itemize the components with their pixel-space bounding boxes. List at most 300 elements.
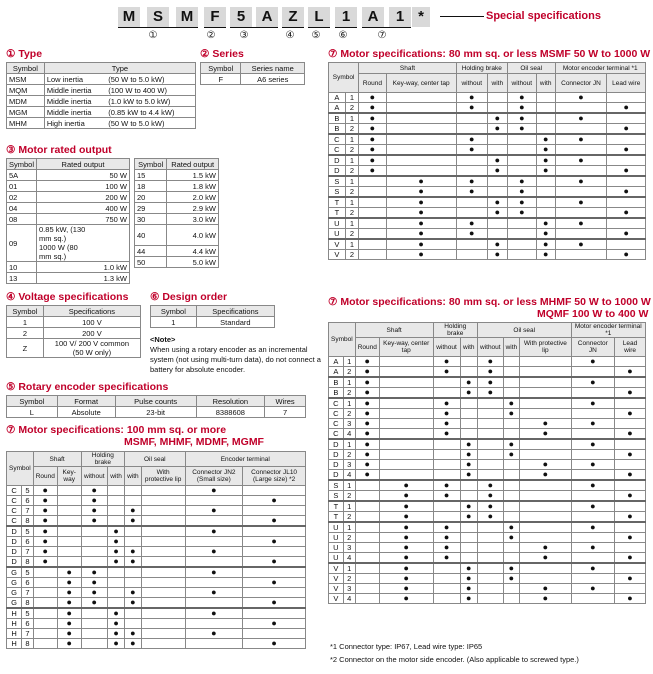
option-cell (615, 553, 646, 564)
dot-marker: ● (91, 567, 97, 577)
dot-marker: ● (271, 515, 277, 525)
symbol-digit: 2 (345, 208, 358, 219)
option-cell (507, 218, 536, 229)
option-cell (185, 608, 243, 619)
symbol-digit: 4 (343, 470, 355, 481)
dot-marker: ● (443, 408, 450, 418)
motor80b-title: ⑦ Motor specifications: 80 mm sq. or less MHMF 50 W to 1000 W (328, 296, 651, 308)
option-cell (615, 501, 646, 512)
symbol-letter: C (329, 134, 346, 145)
dot-marker: ● (542, 155, 549, 165)
symbol-digit: 7 (22, 588, 34, 598)
option-cell (359, 229, 386, 240)
option-cell (460, 543, 477, 553)
sub-header: Key-way, center tap (386, 74, 456, 93)
option-cell (33, 578, 57, 588)
dot-marker: ● (590, 439, 596, 449)
cell (43, 317, 140, 328)
option-cell (571, 522, 615, 533)
dot-marker: ● (211, 587, 217, 597)
option-cell (607, 155, 646, 166)
header-row (329, 323, 646, 338)
dot-marker: ● (466, 459, 472, 469)
code-letter: 5 (230, 7, 252, 27)
option-cell (456, 187, 487, 198)
symbol-letter: B (329, 113, 346, 124)
dot-marker: ● (623, 102, 629, 112)
group-header: Holding brake (81, 452, 125, 467)
motor80b-table (328, 322, 646, 604)
option-cell (125, 516, 142, 527)
option-cell (125, 557, 142, 568)
option-cell (503, 512, 520, 523)
table-row (329, 229, 646, 240)
option-cell (503, 398, 520, 409)
symbol-digit: 2 (343, 574, 355, 584)
dot-marker: ● (578, 155, 584, 165)
design-note-text: When using a rotary encoder as an incremental system (not using multi-turn data), do not connect a battery for absolute encoder. (150, 345, 321, 374)
option-cell (125, 486, 142, 496)
table-row (135, 181, 219, 192)
dot-marker: ● (469, 102, 475, 112)
option-cell (379, 450, 433, 460)
symbol-digit: 4 (343, 553, 355, 564)
code-letter: L (308, 7, 330, 27)
dot-marker: ● (403, 593, 409, 603)
cell: Standard (196, 317, 274, 328)
table-row (329, 480, 646, 491)
sub-header: Key-way, center tap (379, 338, 433, 357)
table-row (329, 460, 646, 470)
option-cell (460, 429, 477, 440)
table-row (7, 225, 130, 262)
option-cell (433, 522, 460, 533)
column-header: Type (44, 63, 195, 74)
table-row (7, 547, 306, 557)
option-cell (81, 486, 107, 496)
option-cell (456, 176, 487, 187)
option-cell (433, 491, 460, 502)
group-header: Symbol (7, 452, 34, 486)
symbol-letter: V (329, 563, 344, 574)
dot-marker: ● (364, 469, 370, 479)
option-cell (185, 629, 243, 639)
dot-marker: ● (542, 469, 549, 479)
dot-marker: ● (590, 583, 596, 593)
option-cell (607, 166, 646, 177)
option-cell (460, 563, 477, 574)
dot-marker: ● (364, 408, 370, 418)
dot-marker: ● (443, 532, 450, 542)
dot-marker: ● (627, 490, 633, 500)
symbol-digit: 8 (22, 639, 34, 649)
option-cell (571, 491, 615, 502)
option-cell (607, 103, 646, 114)
dot-marker: ● (403, 522, 409, 532)
option-cell (107, 557, 124, 568)
cell: (100 W to 400 W) (106, 85, 195, 96)
option-cell (57, 486, 81, 496)
option-cell (555, 93, 607, 103)
option-cell (33, 619, 57, 629)
header-row (135, 159, 219, 170)
symbol-letter: S (329, 480, 344, 491)
sub-header: Key-way (57, 467, 81, 486)
dot-marker: ● (364, 366, 370, 376)
symbol-letter: D (329, 450, 344, 460)
dot-marker: ● (519, 207, 525, 217)
symbol-letter: T (329, 208, 346, 219)
cell: 8388608 (196, 407, 264, 418)
dot-marker: ● (130, 556, 136, 566)
dot-marker: ● (542, 134, 549, 144)
option-cell (478, 398, 504, 409)
option-cell (355, 419, 379, 429)
option-cell (460, 522, 477, 533)
sub-header: with (503, 338, 520, 357)
table-row (7, 578, 306, 588)
option-cell (433, 594, 460, 604)
option-cell (487, 155, 507, 166)
option-cell (185, 567, 243, 578)
option-cell (359, 250, 386, 260)
dot-marker: ● (42, 536, 48, 546)
cell: 44 (135, 246, 167, 257)
motor100-table (6, 451, 306, 649)
symbol-digit: 3 (343, 419, 355, 429)
option-cell (355, 398, 379, 409)
option-cell (456, 208, 487, 219)
option-cell (536, 113, 555, 124)
option-cell (503, 491, 520, 502)
option-cell (503, 409, 520, 419)
dot-marker: ● (113, 556, 119, 566)
option-cell (243, 578, 306, 588)
option-cell (571, 450, 615, 460)
option-cell (433, 429, 460, 440)
dot-marker: ● (494, 197, 500, 207)
symbol-digit: 1 (343, 522, 355, 533)
option-cell (571, 553, 615, 564)
table-row (329, 439, 646, 450)
voltage-table (6, 305, 141, 358)
option-cell (503, 522, 520, 533)
option-cell (571, 388, 615, 399)
option-cell (359, 187, 386, 198)
dot-marker: ● (542, 418, 549, 428)
motor80b-subtitle: MQMF 100 W to 400 W (537, 308, 649, 320)
option-cell (125, 588, 142, 598)
option-cell (487, 113, 507, 124)
dot-marker: ● (66, 628, 72, 638)
option-cell (615, 419, 646, 429)
option-cell (536, 239, 555, 250)
option-cell (81, 588, 107, 598)
option-cell (478, 480, 504, 491)
option-cell (243, 619, 306, 629)
cell (43, 339, 140, 358)
value-cell: 400 W (37, 203, 130, 214)
column-header: Rated output (37, 159, 130, 170)
series-title: ② Series (200, 48, 244, 60)
option-cell (433, 501, 460, 512)
dot-marker: ● (487, 366, 494, 376)
option-cell (536, 197, 555, 208)
option-cell (433, 398, 460, 409)
symbol-digit: 1 (343, 398, 355, 409)
option-cell (379, 429, 433, 440)
option-cell (107, 526, 124, 537)
table-row (329, 155, 646, 166)
option-cell (507, 145, 536, 156)
symbol-digit: 2 (345, 103, 358, 114)
sub-header: Connector JL10 (Large size) *2 (243, 467, 306, 486)
option-cell (57, 619, 81, 629)
option-cell (607, 145, 646, 156)
option-cell (359, 134, 386, 145)
option-cell (460, 553, 477, 564)
dot-marker: ● (590, 377, 596, 387)
symbol-letter: T (329, 512, 344, 523)
option-cell (571, 367, 615, 378)
dot-marker: ● (519, 102, 525, 112)
symbol-digit: 2 (345, 250, 358, 260)
cell: (50 W to 5.0 kW) (106, 118, 195, 129)
symbol-cell: 09 (7, 225, 37, 262)
table-row (7, 317, 141, 328)
option-cell (460, 409, 477, 419)
option-cell (460, 367, 477, 378)
symbol-letter: C (329, 398, 344, 409)
option-cell (57, 629, 81, 639)
value-cell: 200 W (37, 192, 130, 203)
table-row (329, 584, 646, 594)
symbol-letter: D (7, 537, 22, 547)
option-cell (555, 229, 607, 240)
table-row (329, 543, 646, 553)
option-cell (185, 578, 243, 588)
option-cell (460, 450, 477, 460)
dot-marker: ● (519, 92, 525, 102)
dot-marker: ● (578, 218, 584, 228)
dot-marker: ● (466, 563, 472, 573)
sub-header: With protective lip (520, 338, 571, 357)
option-cell (386, 155, 456, 166)
table-row (7, 203, 130, 214)
table-row (7, 526, 306, 537)
cell: 7 (265, 407, 306, 418)
dot-marker: ● (403, 552, 409, 562)
value-cell (37, 225, 130, 262)
dot-marker: ● (623, 228, 629, 238)
dot-marker: ● (364, 356, 370, 366)
dot-marker: ● (364, 449, 370, 459)
option-cell (503, 439, 520, 450)
option-cell (555, 208, 607, 219)
option-cell (571, 480, 615, 491)
symbol-letter: H (7, 629, 22, 639)
option-cell (107, 598, 124, 609)
option-cell (503, 501, 520, 512)
code-underline (282, 27, 304, 28)
group-header: Shaft (33, 452, 81, 467)
sub-header: Round (359, 74, 386, 93)
cell: 1 (7, 317, 44, 328)
column-header: Symbol (7, 159, 37, 170)
option-cell (478, 460, 504, 470)
dot-marker: ● (590, 563, 596, 573)
dot-marker: ● (113, 618, 119, 628)
option-cell (57, 639, 81, 649)
dot-marker: ● (271, 597, 277, 607)
dot-marker: ● (508, 532, 515, 542)
option-cell (571, 594, 615, 604)
code-letter: M (176, 7, 198, 27)
option-cell (185, 526, 243, 537)
option-cell (615, 409, 646, 419)
option-cell (141, 486, 185, 496)
dot-marker: ● (443, 490, 450, 500)
option-cell (478, 419, 504, 429)
dot-marker: ● (443, 552, 450, 562)
value-line: 100 V/ 200 V common (54, 339, 130, 348)
symbol-letter: D (329, 155, 346, 166)
option-cell (125, 506, 142, 516)
option-cell (536, 218, 555, 229)
sub-header: with (107, 467, 124, 486)
option-cell (433, 470, 460, 481)
dot-marker: ● (211, 608, 217, 618)
option-cell (81, 537, 107, 547)
cell: F (201, 74, 241, 85)
option-cell (571, 584, 615, 594)
option-cell (555, 145, 607, 156)
symbol-digit: 2 (345, 229, 358, 240)
symbol-digit: 2 (343, 388, 355, 399)
option-cell (555, 134, 607, 145)
option-cell (359, 124, 386, 135)
option-cell (520, 501, 571, 512)
option-cell (107, 547, 124, 557)
symbol-digit: 2 (343, 533, 355, 543)
symbol-cell: 01 (7, 181, 37, 192)
option-cell (607, 113, 646, 124)
symbol-digit: 2 (343, 367, 355, 378)
symbol-cell: 04 (7, 203, 37, 214)
option-cell (185, 639, 243, 649)
dot-marker: ● (469, 134, 475, 144)
option-cell (57, 598, 81, 609)
option-cell (185, 598, 243, 609)
dot-marker: ● (623, 144, 629, 154)
option-cell (355, 480, 379, 491)
symbol-digit: 1 (345, 218, 358, 229)
symbol-digit: 8 (22, 516, 34, 527)
dot-marker: ● (403, 573, 409, 583)
group-header: Symbol (329, 323, 356, 357)
symbol-letter: V (329, 594, 344, 604)
dot-marker: ● (494, 155, 500, 165)
option-cell (107, 608, 124, 619)
footnote-1: *1 Connector type: IP67, Lead wire type: IP65 (330, 642, 483, 651)
symbol-letter: D (329, 460, 344, 470)
symbol-digit: 1 (343, 439, 355, 450)
option-cell (433, 563, 460, 574)
option-cell (607, 134, 646, 145)
subheader-row (329, 74, 646, 93)
symbol-digit: 6 (22, 496, 34, 506)
dot-marker: ● (369, 165, 376, 175)
option-cell (141, 526, 185, 537)
option-cell (81, 619, 107, 629)
dot-marker: ● (403, 511, 409, 521)
option-cell (33, 608, 57, 619)
dot-marker: ● (542, 552, 549, 562)
dot-marker: ● (113, 526, 119, 536)
option-cell (478, 501, 504, 512)
option-cell (243, 537, 306, 547)
option-cell (185, 619, 243, 629)
dot-marker: ● (66, 638, 72, 648)
option-cell (433, 574, 460, 584)
dot-marker: ● (66, 618, 72, 628)
option-cell (456, 124, 487, 135)
dot-marker: ● (542, 165, 549, 175)
option-cell (536, 103, 555, 114)
symbol-digit: 1 (345, 197, 358, 208)
option-cell (243, 496, 306, 506)
symbol-digit: 3 (343, 584, 355, 594)
dot-marker: ● (623, 249, 629, 259)
option-cell (107, 506, 124, 516)
table-row (7, 537, 306, 547)
option-cell (503, 470, 520, 481)
dot-marker: ● (443, 428, 450, 438)
option-cell (379, 470, 433, 481)
option-cell (57, 496, 81, 506)
option-cell (615, 491, 646, 502)
cell: MDM (7, 96, 45, 107)
table-row (329, 176, 646, 187)
option-cell (33, 506, 57, 516)
symbol-digit: 1 (345, 176, 358, 187)
option-cell (536, 134, 555, 145)
option-cell (520, 584, 571, 594)
option-cell (57, 557, 81, 568)
option-cell (520, 491, 571, 502)
dot-marker: ● (271, 618, 277, 628)
table-row (7, 629, 306, 639)
dot-marker: ● (364, 387, 370, 397)
table-row (7, 74, 196, 85)
code-underline (308, 27, 330, 28)
dot-marker: ● (578, 239, 584, 249)
dot-marker: ● (369, 155, 376, 165)
column-header: Symbol (7, 306, 44, 317)
option-cell (379, 563, 433, 574)
dot-marker: ● (364, 398, 370, 408)
value-part: 0.85 kW, (130 mm sq.) (39, 225, 86, 243)
option-cell (520, 574, 571, 584)
cell: 3.0 kW (167, 214, 219, 225)
dot-marker: ● (443, 356, 450, 366)
symbol-digit: 1 (345, 155, 358, 166)
code-underline (118, 27, 198, 28)
type-title: ① Type (6, 48, 43, 60)
symbol-letter: C (329, 429, 344, 440)
option-cell (520, 480, 571, 491)
table-row (7, 273, 130, 284)
